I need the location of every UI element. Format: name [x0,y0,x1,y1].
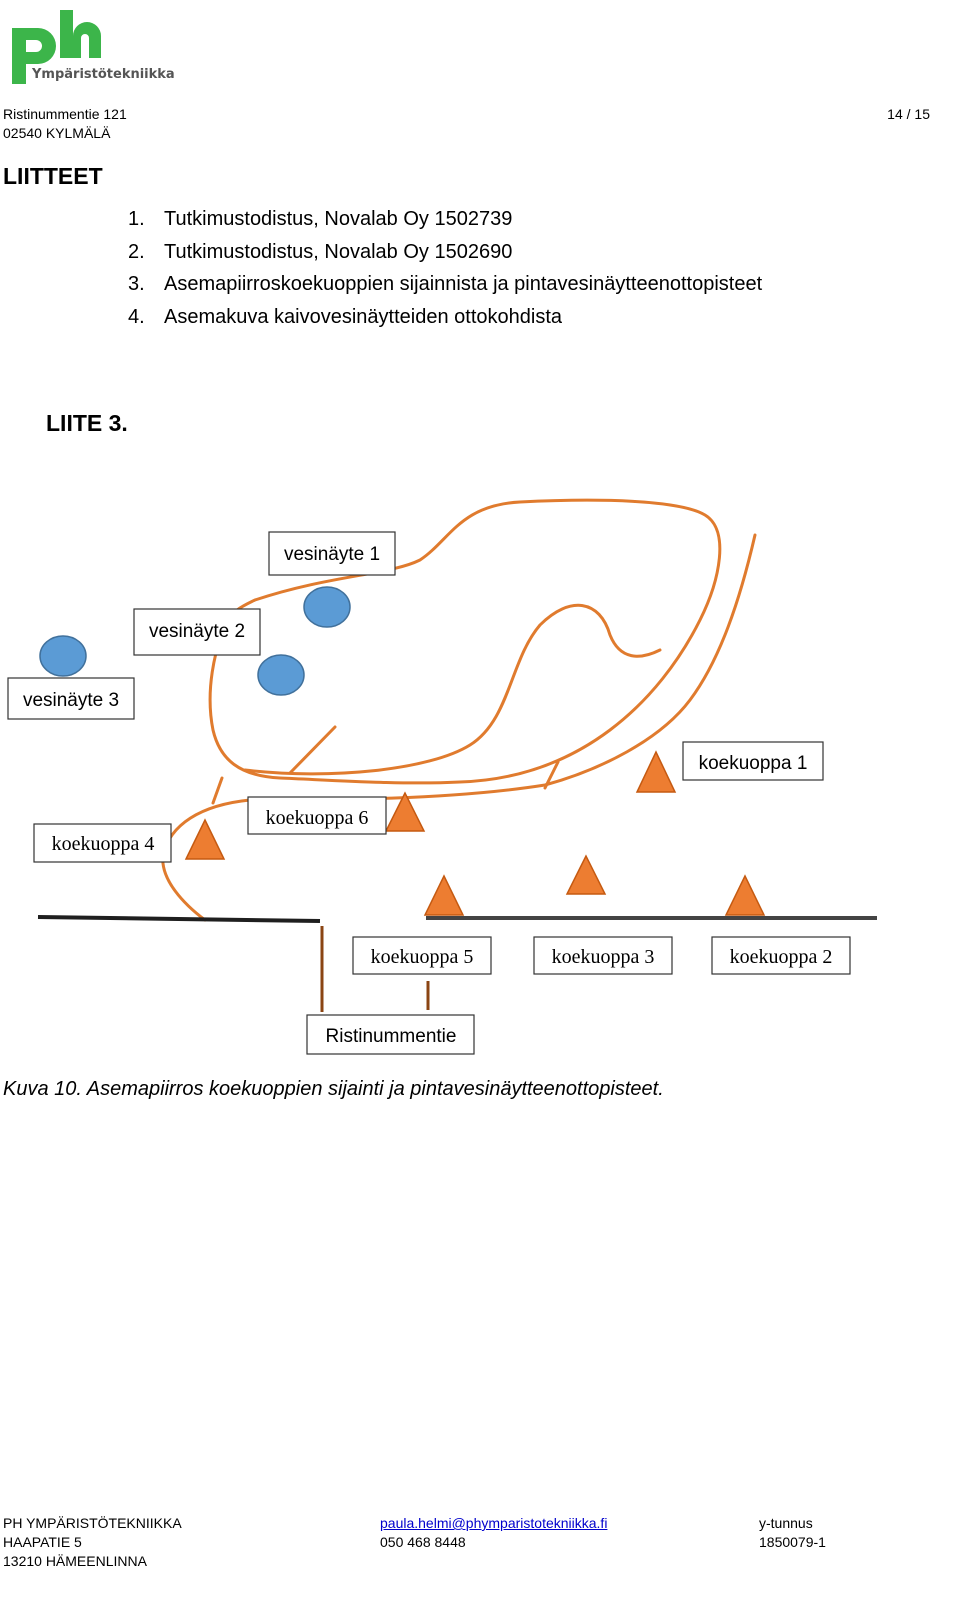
footer-city: 13210 HÄMEENLINNA [3,1553,147,1569]
road-segment-left [38,917,320,921]
section-title: LIITTEET [3,163,103,189]
water-sample-marker [304,587,350,627]
water-sample-marker [40,636,86,676]
label-vesinayte-1: vesinäyte 1 [283,544,381,565]
svg-text:Ympäristötekniikka: Ympäristötekniikka [32,67,175,82]
label-koekuoppa-1: koekuoppa 1 [698,753,808,774]
water-sample-marker [258,655,304,695]
stream-line [163,535,755,920]
test-pit-marker [425,876,463,915]
footer-contact [380,1514,607,1552]
test-pit-marker [186,820,224,859]
header-address-line2: 02540 KYLMÄLÄ [3,125,111,141]
footer-company-name: PH YMPÄRISTÖTEKNIIKKA [3,1515,182,1531]
footer-email-link[interactable]: paula.helmi@phymparistotekniikka.fi [380,1515,608,1531]
label-vesinayte-3: vesinäyte 3 [22,690,120,711]
footer-street: HAAPATIE 5 [3,1534,82,1550]
label-vesinayte-2: vesinäyte 2 [148,621,246,642]
label-koekuoppa-4: koekuoppa 4 [51,833,155,855]
company-logo [8,6,178,86]
figure-caption: Kuva 10. Asemapiirros koekuoppien sijainti ja pintavesinäytteenottopisteet. [3,1078,664,1100]
list-item: 4. Asemakuva kaivovesinäytteiden ottokohdista [128,305,563,328]
list-item: 3. Asemapiirroskoekuoppien sijainnista ja pintavesinäytteenottopisteet [128,273,763,295]
contour-tick [213,778,222,803]
page-number: 14 / 15 [887,106,930,122]
footer-phone: 050 468 8448 [380,1534,466,1550]
test-pit-marker [637,752,675,792]
header-address-line1: Ristinummentie 121 [3,106,127,122]
label-road: Ristinummentie [325,1026,457,1047]
appendix-heading: LIITE 3. [46,410,128,436]
contour-tick [290,727,335,773]
site-sketch-diagram [0,490,960,1080]
appendix-list [128,203,762,333]
list-item: 2. Tutkimustodistus, Novalab Oy 1502690 [128,240,513,263]
label-koekuoppa-5: koekuoppa 5 [370,946,474,968]
footer-id-value: 1850079-1 [759,1534,826,1550]
test-pit-marker [726,876,764,915]
test-pit-marker [567,856,605,894]
label-koekuoppa-6: koekuoppa 6 [265,807,369,829]
footer-business-id [759,1514,826,1552]
footer-company [3,1514,182,1571]
list-item: 1. Tutkimustodistus, Novalab Oy 1502739 [128,208,513,230]
inner-contour [245,605,660,774]
label-koekuoppa-3: koekuoppa 3 [551,946,655,968]
footer-id-label: y-tunnus [759,1515,813,1531]
label-koekuoppa-2: koekuoppa 2 [729,946,833,968]
